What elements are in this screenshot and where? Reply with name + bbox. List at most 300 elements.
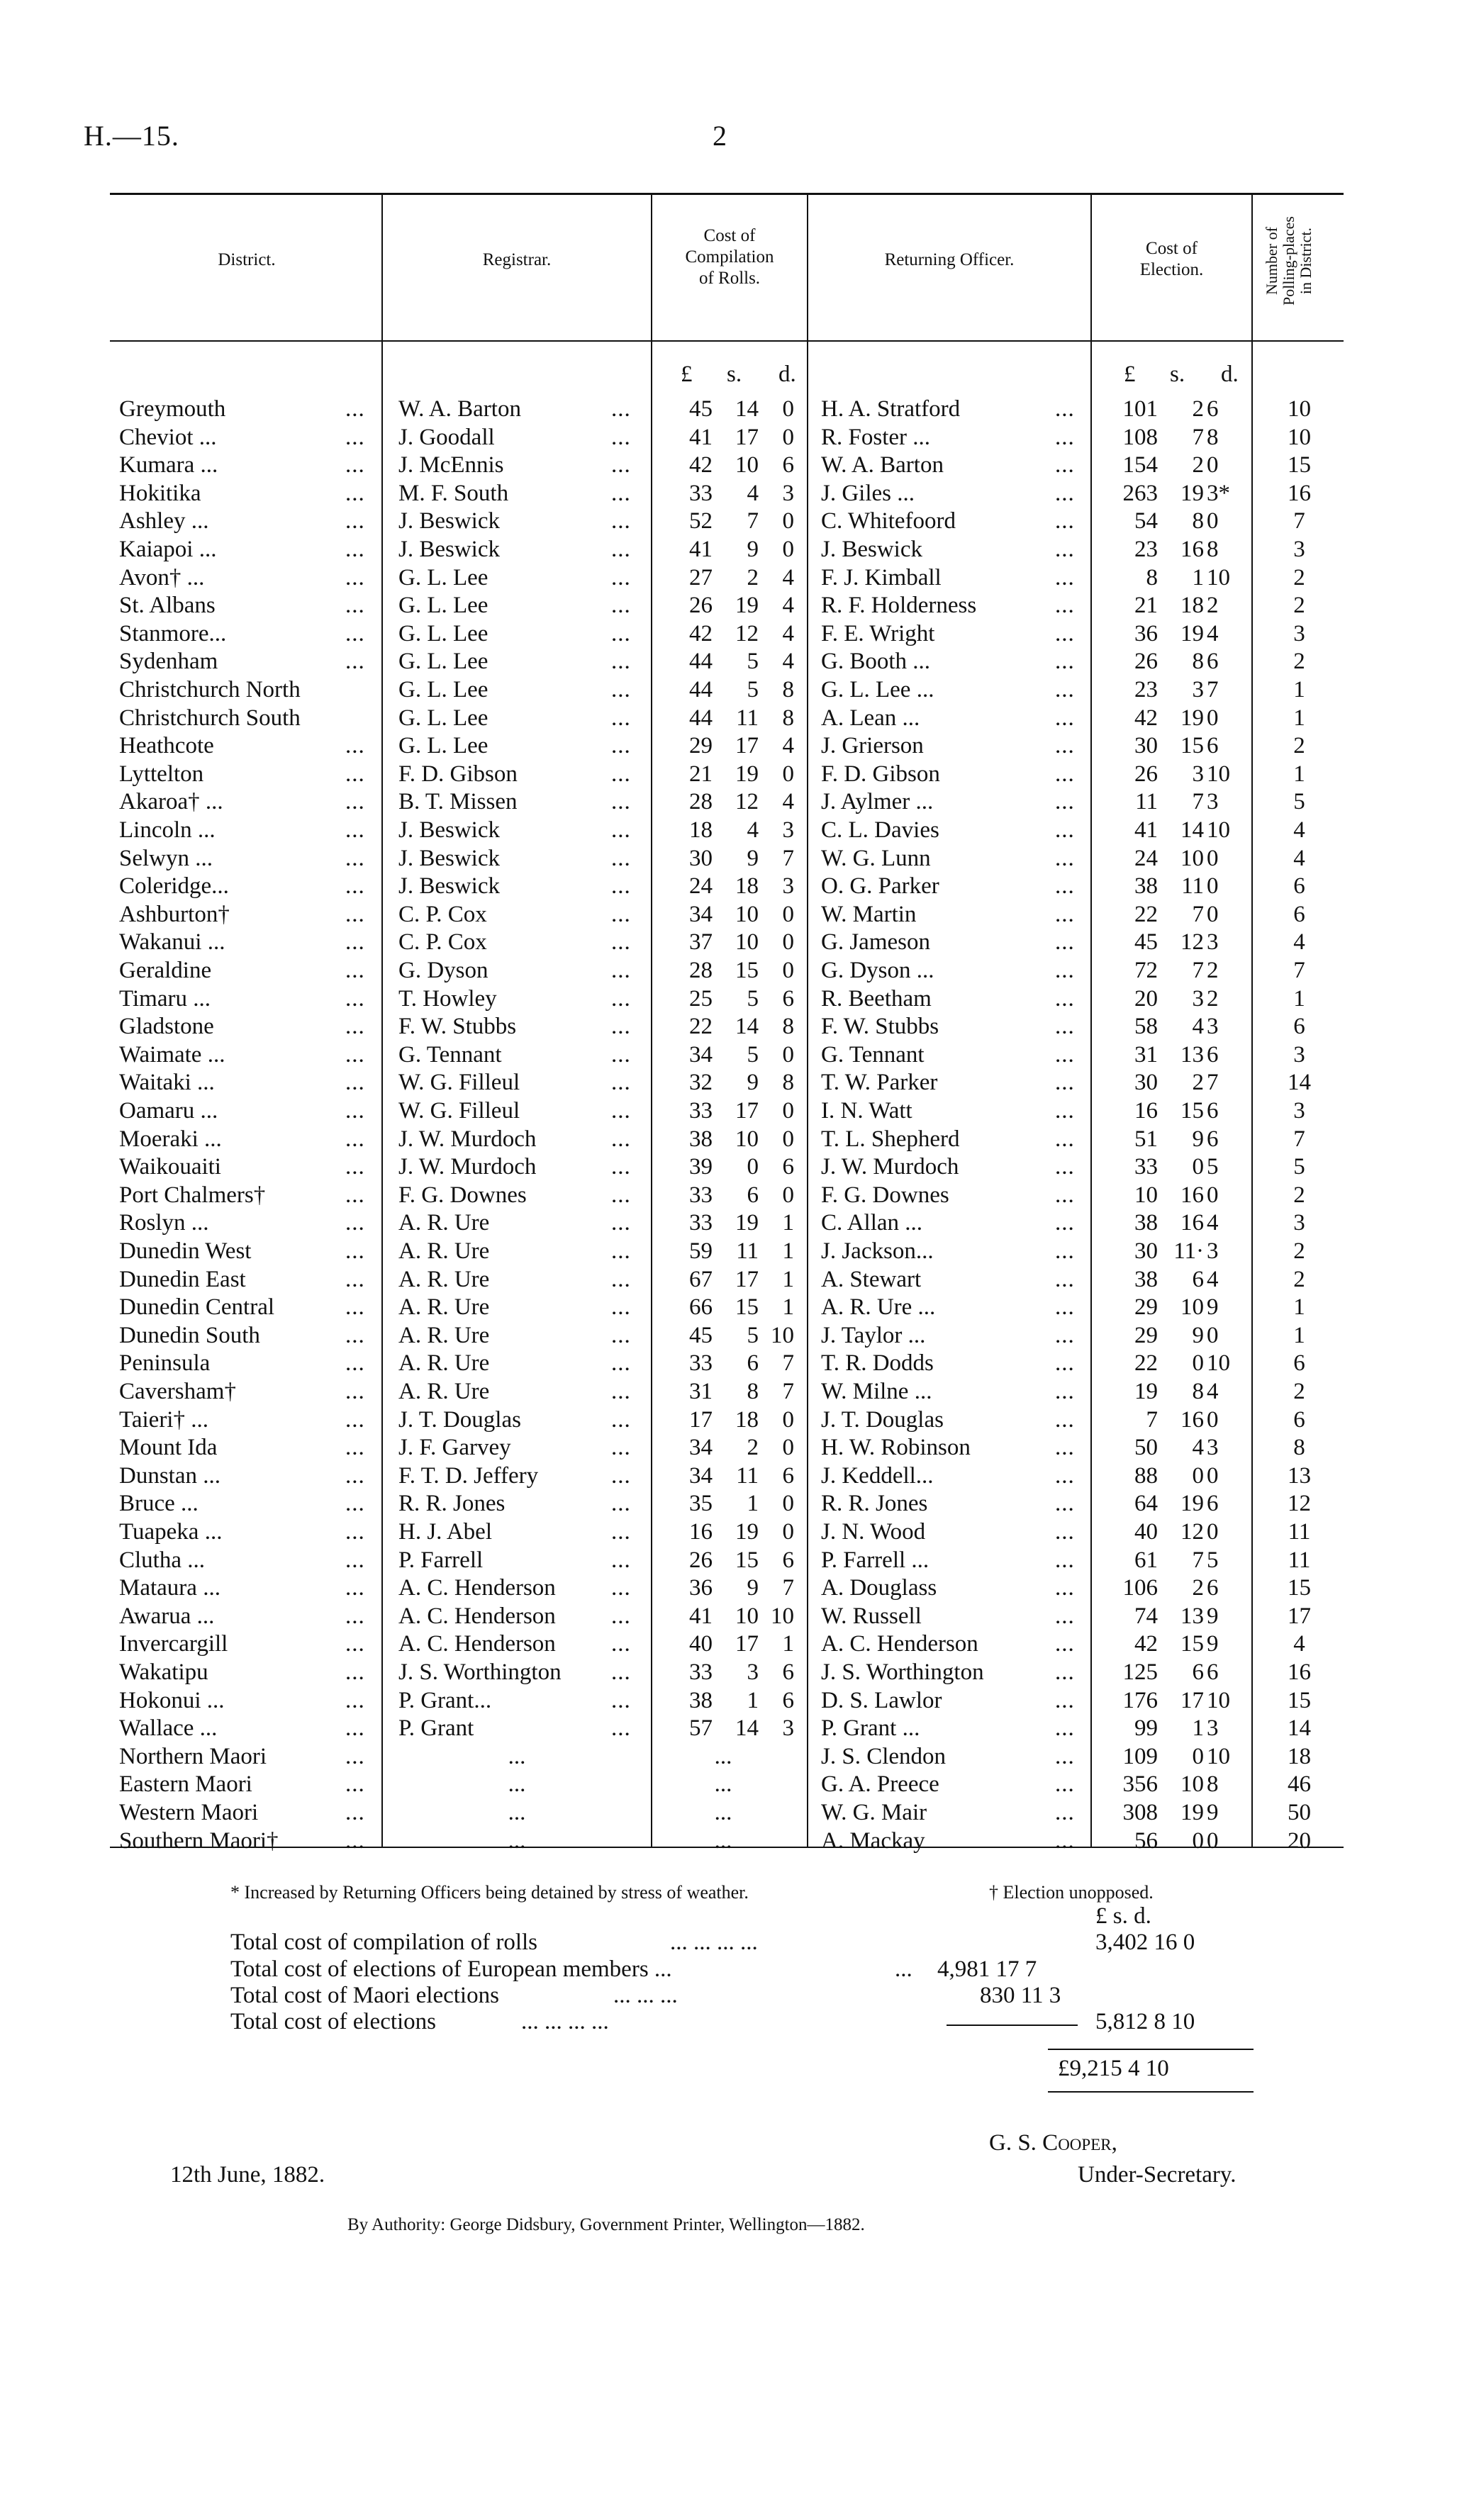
leader-dots: ... [1055, 1800, 1075, 1825]
total-compilation-amount: 3,402 16 0 [1095, 1930, 1195, 1955]
returning-officer-name: A. Lean ... [821, 705, 920, 731]
compilation-pounds: 30 [689, 845, 713, 871]
election-pounds: 38 [1134, 1210, 1158, 1236]
grand-total-rule-top [1048, 2049, 1254, 2050]
election-pounds: 30 [1134, 1070, 1158, 1096]
compilation-pence: 8 [782, 705, 794, 731]
leader-dots: ... [1055, 649, 1075, 675]
leader-dots: ... [345, 985, 365, 1012]
compilation-pence: 10 [771, 1603, 794, 1629]
table-row [0, 705, 1457, 733]
leader-dots: ... [1055, 1098, 1075, 1124]
table-row [0, 676, 1457, 705]
returning-officer-name: P. Farrell ... [821, 1547, 930, 1573]
registrar-name: J. Beswick [398, 508, 500, 534]
compilation-shillings: 18 [735, 1406, 759, 1433]
returning-officer-name: F. G. Downes [821, 1182, 949, 1208]
district-name: Gladstone [119, 1014, 214, 1040]
compilation-pence: 6 [782, 1462, 794, 1489]
district-name: Southern Maori† [119, 1827, 279, 1854]
compilation-pounds: 33 [689, 1350, 713, 1377]
election-pounds: 58 [1134, 1014, 1158, 1040]
registrar-name: F. T. D. Jeffery [398, 1462, 539, 1489]
leader-dots: ... [611, 508, 631, 534]
compilation-shillings: 14 [735, 1715, 759, 1742]
compilation-pence: 0 [782, 1435, 794, 1461]
leader-dots: ... [345, 1322, 365, 1348]
table-row [0, 1715, 1457, 1743]
election-pounds: 108 [1122, 424, 1158, 450]
election-shillings: 19 [1180, 480, 1204, 506]
election-shillings: 0 [1192, 1154, 1204, 1180]
district-name: Ashburton† [119, 901, 230, 927]
leader-dots: ... [1055, 789, 1075, 815]
compilation-shillings: 17 [735, 733, 759, 759]
compilation-pounds: 21 [689, 761, 713, 787]
leader-dots: ... [345, 1126, 365, 1152]
compilation-pounds: 33 [689, 1182, 713, 1208]
leader-dots: ... [345, 733, 365, 759]
signature-name: G. S. Cooper, [989, 2130, 1117, 2156]
table-row [0, 901, 1457, 929]
returning-officer-name: J. Aylmer ... [821, 789, 934, 815]
election-pounds: 64 [1134, 1491, 1158, 1517]
leader-dots: ... [345, 1743, 365, 1769]
compilation-pence: 3 [782, 480, 794, 506]
compilation-pounds: ... [714, 1771, 732, 1798]
returning-officer-name: F. W. Stubbs [821, 1014, 939, 1040]
election-shillings: 2 [1192, 1070, 1204, 1096]
election-pounds: 30 [1134, 1238, 1158, 1264]
leader-dots: ... [611, 1575, 631, 1601]
election-pence: 6 [1207, 1041, 1219, 1068]
polling-places-count: 8 [1293, 1435, 1305, 1461]
returning-officer-name: C. Allan ... [821, 1210, 923, 1236]
registrar-name: J. T. Douglas [398, 1406, 521, 1433]
registrar-name: J. Beswick [398, 873, 500, 900]
district-name: Wakatipu [119, 1659, 208, 1685]
leader-dots: ... [345, 1098, 365, 1124]
polling-places-count: 14 [1288, 1070, 1311, 1096]
compilation-pence: 0 [782, 508, 794, 534]
leader-dots: ... [611, 1379, 631, 1404]
election-shillings: 13 [1180, 1041, 1204, 1068]
returning-officer-name: J. S. Worthington [821, 1659, 984, 1685]
compilation-pence: 0 [782, 761, 794, 787]
returning-officer-name: A. R. Ure ... [821, 1294, 936, 1321]
election-shillings: 17 [1180, 1687, 1204, 1713]
election-shillings-label: s. [1170, 362, 1185, 387]
election-pence: 9 [1207, 1294, 1219, 1321]
leader-dots: ... [345, 508, 365, 534]
registrar-name: G. Tennant [398, 1041, 502, 1068]
leader-dots: ... [611, 424, 631, 450]
compilation-shillings: 15 [735, 958, 759, 983]
leader-dots: ... [611, 789, 631, 815]
leader-dots: ... [1055, 1603, 1075, 1629]
district-name: Sydenham [119, 649, 218, 675]
polling-places-count: 16 [1288, 480, 1311, 506]
election-pence: 0 [1207, 705, 1219, 731]
leader-dots: ... [345, 929, 365, 956]
returning-officer-name: P. Grant ... [821, 1715, 920, 1742]
table-row [0, 1209, 1457, 1238]
leader-dots: ... [611, 985, 631, 1012]
leader-dots: ... [1055, 424, 1075, 450]
district-name: Oamaru ... [119, 1098, 218, 1124]
leader-dots: ... [1055, 677, 1075, 702]
returning-officer-name: J. N. Wood [821, 1519, 926, 1545]
election-pounds: 10 [1134, 1182, 1158, 1208]
returning-officer-name: H. W. Robinson [821, 1435, 971, 1461]
compilation-pounds: 66 [689, 1294, 713, 1321]
election-shillings: 1 [1192, 564, 1204, 590]
returning-officer-name: A. C. Henderson [821, 1631, 978, 1657]
leader-dots: ... [611, 1491, 631, 1517]
leader-dots: ... [1055, 1070, 1075, 1096]
leader-dots: ... [611, 593, 631, 619]
compilation-pounds: 33 [689, 1659, 713, 1685]
election-pence: 0 [1207, 1182, 1219, 1208]
registrar-name: A. R. Ure [398, 1322, 490, 1348]
leader-dots: ... [345, 1210, 365, 1236]
polling-places-count: 7 [1293, 1126, 1305, 1152]
election-shillings: 2 [1192, 452, 1204, 478]
compilation-pounds: 57 [689, 1715, 713, 1742]
table-row [0, 817, 1457, 845]
registrar-name: R. R. Jones [398, 1491, 506, 1517]
compilation-pence: 10 [771, 1322, 794, 1348]
returning-officer-name: W. G. Lunn [821, 845, 931, 871]
leader-dots: ... [611, 761, 631, 787]
district-name: Western Maori [119, 1800, 259, 1825]
election-pounds: 40 [1134, 1519, 1158, 1545]
election-pence: 0 [1207, 1462, 1219, 1489]
compilation-shillings: 17 [735, 424, 759, 450]
polling-places-count: 1 [1293, 761, 1305, 787]
district-name: Peninsula [119, 1350, 211, 1377]
leader-dots: ... [345, 1800, 365, 1825]
election-pence: 0 [1207, 1406, 1219, 1433]
district-name: Bruce ... [119, 1491, 199, 1517]
leader-dots: ... [345, 817, 365, 843]
leader-dots: ... [345, 1406, 365, 1433]
leader-dots: ... [345, 1154, 365, 1180]
leader-dots: ... [345, 789, 365, 815]
leader-dots: ... [1055, 1406, 1075, 1433]
election-pence: 6 [1207, 1098, 1219, 1124]
leader-dots: ... [345, 1238, 365, 1264]
compilation-pounds: 33 [689, 1210, 713, 1236]
leader-dots: ... [611, 1294, 631, 1321]
election-pounds: 74 [1134, 1603, 1158, 1629]
election-shillings: 7 [1192, 901, 1204, 927]
district-name: Tuapeka ... [119, 1519, 223, 1545]
registrar-name: A. C. Henderson [398, 1631, 556, 1657]
leader-dots: ... [611, 452, 631, 478]
registrar-name: A. R. Ure [398, 1266, 490, 1292]
compilation-pounds: 40 [689, 1631, 713, 1657]
election-shillings: 0 [1192, 1350, 1204, 1377]
compilation-shillings: 10 [735, 1126, 759, 1152]
polling-places-count: 2 [1293, 564, 1305, 590]
compilation-pence: 0 [782, 1491, 794, 1517]
compilation-shillings: 4 [747, 480, 759, 506]
returning-officer-name: R. F. Holderness [821, 593, 977, 619]
district-name: Mataura ... [119, 1575, 220, 1601]
election-pounds: 38 [1134, 1266, 1158, 1292]
compilation-shillings: 11 [736, 1462, 759, 1489]
election-pounds: 101 [1122, 396, 1158, 422]
compilation-pence: 6 [782, 985, 794, 1012]
election-pence: 0 [1207, 1827, 1219, 1854]
table-row [0, 592, 1457, 620]
leader-dots: ... [345, 1294, 365, 1321]
returning-officer-name: R. Beetham [821, 985, 932, 1012]
table-row [0, 985, 1457, 1014]
leader-dots: ... [345, 649, 365, 675]
returning-officer-name: W. Martin [821, 901, 917, 927]
compilation-shillings: 10 [735, 901, 759, 927]
table-top-rule [110, 193, 1344, 195]
leader-dots: ... [611, 649, 631, 675]
election-pence: 3 [1207, 929, 1219, 956]
leader-dots: ... [1055, 1687, 1075, 1713]
polling-places-count: 2 [1293, 1379, 1305, 1404]
election-pounds: 7 [1146, 1406, 1158, 1433]
compilation-pence: 1 [782, 1631, 794, 1657]
compilation-shillings: 15 [735, 1547, 759, 1573]
election-pounds: 33 [1134, 1154, 1158, 1180]
polling-places-count: 6 [1293, 901, 1305, 927]
header-registrar: Registrar. [482, 250, 552, 269]
table-row [0, 1603, 1457, 1631]
compilation-pounds: 38 [689, 1687, 713, 1713]
compilation-shillings: 15 [735, 1294, 759, 1321]
election-pence: 6 [1207, 1126, 1219, 1152]
district-name: Hokitika [119, 480, 201, 506]
compilation-shillings: 12 [735, 789, 759, 815]
polling-places-count: 7 [1293, 508, 1305, 534]
election-shillings: 3 [1192, 985, 1204, 1012]
election-pounds: 54 [1134, 508, 1158, 534]
election-pence: 10 [1207, 564, 1230, 590]
returning-officer-name: W. A. Barton [821, 452, 944, 478]
leader-dots: ... [1055, 1743, 1075, 1769]
election-pence: 10 [1207, 817, 1230, 843]
compilation-pounds: 26 [689, 1547, 713, 1573]
compilation-shillings: 5 [747, 1041, 759, 1068]
leader-dots: ... [345, 761, 365, 787]
polling-places-count: 6 [1293, 1014, 1305, 1040]
returning-officer-name: J. Grierson [821, 733, 924, 759]
compilation-shillings: 11 [736, 705, 759, 731]
leader-dots: ... [345, 1771, 365, 1798]
polling-places-count: 5 [1293, 1154, 1305, 1180]
compilation-pounds: 44 [689, 649, 713, 675]
table-row [0, 1013, 1457, 1041]
election-shillings: 8 [1192, 508, 1204, 534]
election-shillings: 8 [1192, 1379, 1204, 1404]
leader-dots: ... [611, 1098, 631, 1124]
election-pounds: 21 [1134, 593, 1158, 619]
returning-officer-name: G. L. Lee ... [821, 677, 934, 702]
compilation-pence: 4 [782, 789, 794, 815]
polling-places-count: 7 [1293, 958, 1305, 983]
polling-places-count: 2 [1293, 649, 1305, 675]
compilation-shillings: 2 [747, 1435, 759, 1461]
table-row [0, 1687, 1457, 1715]
table-row [0, 648, 1457, 676]
leader-dots: ... [345, 1547, 365, 1573]
compilation-shillings: 3 [747, 1659, 759, 1685]
table-row [0, 620, 1457, 649]
leader-dots: ... [611, 677, 631, 702]
polling-places-count: 15 [1288, 1687, 1311, 1713]
table-row [0, 1799, 1457, 1827]
compilation-shillings: 4 [747, 817, 759, 843]
election-pounds: 109 [1122, 1743, 1158, 1769]
election-pounds: 106 [1122, 1575, 1158, 1601]
returning-officer-name: F. D. Gibson [821, 761, 940, 787]
election-pence: 6 [1207, 649, 1219, 675]
table-row [0, 564, 1457, 593]
district-name: Heathcote [119, 733, 214, 759]
polling-places-count: 1 [1293, 705, 1305, 731]
election-shillings: 7 [1192, 424, 1204, 450]
leader-dots: ... [345, 1014, 365, 1040]
leader-dots: ... [1055, 564, 1075, 590]
election-pounds-symbol: £ [1124, 362, 1136, 387]
election-pence: 0 [1207, 452, 1219, 478]
district-name: Waikouaiti [119, 1154, 221, 1180]
polling-places-count: 18 [1288, 1743, 1311, 1769]
registrar-name: ... [508, 1800, 526, 1825]
table-row [0, 536, 1457, 564]
compilation-shillings: 1 [747, 1687, 759, 1713]
election-pounds: 29 [1134, 1294, 1158, 1321]
subtotal-rule [947, 2025, 1078, 2026]
polling-places-count: 6 [1293, 1350, 1305, 1377]
compilation-pounds: 42 [689, 452, 713, 478]
table-row [0, 929, 1457, 957]
election-pence: 6 [1207, 1575, 1219, 1601]
leader-dots: ... [611, 901, 631, 927]
election-pounds: 99 [1134, 1715, 1158, 1742]
registrar-name: J. W. Murdoch [398, 1126, 537, 1152]
election-pence: 4 [1207, 1266, 1219, 1292]
leader-dots: ... [1055, 1350, 1075, 1377]
compilation-pence: 0 [782, 1098, 794, 1124]
leader-dots: ... [1055, 508, 1075, 534]
compilation-pence: 7 [782, 1575, 794, 1601]
compilation-pence: 4 [782, 564, 794, 590]
polling-places-count: 16 [1288, 1659, 1311, 1685]
leader-dots: ... [345, 1659, 365, 1685]
election-pounds: 154 [1122, 452, 1158, 478]
leader-dots: ... [1055, 901, 1075, 927]
compilation-pence: 4 [782, 593, 794, 619]
polling-places-count: 50 [1288, 1800, 1311, 1825]
table-row [0, 1547, 1457, 1575]
district-name: Dunstan ... [119, 1462, 220, 1489]
district-name: Christchurch North [119, 677, 301, 702]
election-shillings: 7 [1192, 1547, 1204, 1573]
leader-dots: ... [611, 1603, 631, 1629]
table-row [0, 788, 1457, 817]
leader-dots: ... [345, 1827, 365, 1854]
district-name: Dunedin Central [119, 1294, 275, 1321]
election-pounds: 20 [1134, 985, 1158, 1012]
leader-dots: ... [611, 1154, 631, 1180]
compilation-pounds: 44 [689, 677, 713, 702]
election-pounds: 11 [1135, 789, 1158, 815]
election-pounds: 308 [1122, 1800, 1158, 1825]
election-pounds: 51 [1134, 1126, 1158, 1152]
compilation-pounds: 31 [689, 1379, 713, 1404]
leader-dots: ... [1055, 1379, 1075, 1404]
leader-dots: ... [1055, 1827, 1075, 1854]
leader-dots: ... [345, 1603, 365, 1629]
leader-dots: ... [1055, 396, 1075, 422]
compilation-pence: 3 [782, 1715, 794, 1742]
district-name: Stanmore... [119, 620, 227, 646]
compilation-pence: 0 [782, 1126, 794, 1152]
registrar-name: ... [508, 1743, 526, 1769]
election-shillings: 12 [1180, 1519, 1204, 1545]
district-name: Awarua ... [119, 1603, 215, 1629]
election-pounds: 26 [1134, 761, 1158, 787]
total-maori-label: Total cost of Maori elections [230, 1983, 499, 2008]
election-pounds: 88 [1134, 1462, 1158, 1489]
table-row [0, 1126, 1457, 1154]
compilation-shillings: 14 [735, 1014, 759, 1040]
district-name: Waitaki ... [119, 1070, 215, 1096]
leader-dots: ... [1055, 845, 1075, 871]
table-row [0, 1574, 1457, 1603]
leader-dots: ... [345, 452, 365, 478]
compilation-pence-label: d. [778, 362, 796, 387]
registrar-name: G. Dyson [398, 958, 489, 983]
leader-dots: ... [1055, 985, 1075, 1012]
leader-dots: ... [345, 1379, 365, 1404]
polling-places-count: 1 [1293, 677, 1305, 702]
election-pence: 6 [1207, 733, 1219, 759]
leader-dots: ... [611, 1041, 631, 1068]
compilation-shillings: 17 [735, 1098, 759, 1124]
registrar-name: G. L. Lee [398, 705, 489, 731]
compilation-pence: 6 [782, 1154, 794, 1180]
election-pounds: 24 [1134, 845, 1158, 871]
election-shillings: 1 [1192, 1715, 1204, 1742]
table-row [0, 1462, 1457, 1491]
district-name: Northern Maori [119, 1743, 267, 1769]
election-shillings: 16 [1180, 1210, 1204, 1236]
compilation-shillings: 9 [747, 537, 759, 562]
registrar-name: A. C. Henderson [398, 1603, 556, 1629]
election-pence: 8 [1207, 537, 1219, 562]
compilation-pence: 1 [782, 1266, 794, 1292]
compilation-shillings: 10 [735, 929, 759, 956]
leader-dots: ... [1055, 929, 1075, 956]
compilation-shillings: 10 [735, 1603, 759, 1629]
compilation-pence: 0 [782, 1041, 794, 1068]
registrar-name: P. Grant [398, 1715, 474, 1742]
polling-places-count: 46 [1288, 1771, 1311, 1798]
polling-places-count: 3 [1293, 537, 1305, 562]
election-shillings: 6 [1192, 1266, 1204, 1292]
leader-dots: ... [611, 1182, 631, 1208]
